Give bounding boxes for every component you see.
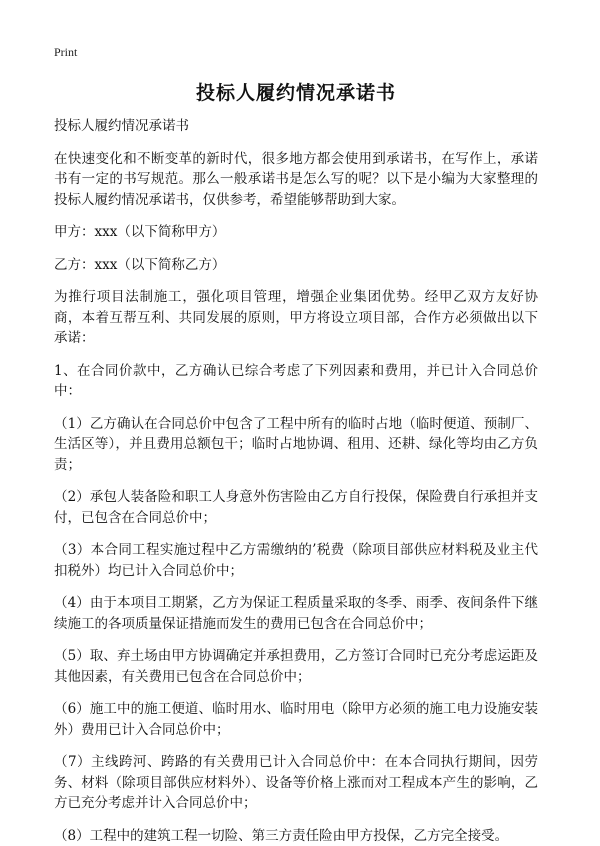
page-title: 投标人履约情况承诺书 (54, 80, 538, 106)
clause-1-item-8: （8）工程中的建筑工程一切险、第三方责任险由甲方投保，乙方完全接受。 (54, 826, 538, 846)
party-a-line: 甲方：xxx（以下简称甲方） (54, 222, 538, 243)
clause-1-item-1: （1）乙方确认在合同总价中包含了工程中所有的临时占地（临时便道、预制厂、生活区等），并且费用总额包干；临时占地协调、租用、还耕、绿化等均由乙方负责； (54, 414, 538, 476)
clause-1-item-4: （4）由于本项目工期紧，乙方为保证工程质量采取的冬季、雨季、夜间条件下继续施工的各项质量保证措施而发生的费用已包含在合同总价中； (54, 593, 538, 634)
clause-1-item-7: （7）主线跨河、跨路的有关费用已计入合同总价中：在本合同执行期间，因劳务、材料（除项目部供应材料外）、设备等价格上涨而对工程成本产生的影响，乙方已充分考虑并计入合同总价中； (54, 752, 538, 814)
print-link[interactable]: Print (54, 44, 538, 60)
clause-1-item-3: （3）本合同工程实施过程中乙方需缴纳的’税费（除项目部供应材料税及业主代扣税外）均已计入合同总价中； (54, 540, 538, 581)
clause-1: 1、在合同价款中，乙方确认已综合考虑了下列因素和费用，并已计入合同总价中： (54, 361, 538, 402)
clause-1-item-6: （6）施工中的施工便道、临时用水、临时用电（除甲方必须的施工电力设施安装外）费用已计入合同总价中； (54, 699, 538, 740)
document-subtitle: 投标人履约情况承诺书 (54, 116, 538, 137)
intro-paragraph: 在快速变化和不断变革的新时代，很多地方都会使用到承诺书，在写作上，承诺书有一定的书写规范。那么一般承诺书是怎么写的呢？以下是小编为大家整理的投标人履约情况承诺书，仅供参考，希望能够帮助到大家。 (54, 149, 538, 211)
clause-1-item-5: （5）取、弃土场由甲方协调确定并承担费用，乙方签订合同时已充分考虑运距及其他因素，有关费用已包含在合同总价中； (54, 646, 538, 687)
clause-1-item-2: （2）承包人装备险和职工人身意外伤害险由乙方自行投保，保险费自行承担并支付，已包含在合同总价中； (54, 487, 538, 528)
party-b-line: 乙方：xxx（以下简称乙方） (54, 255, 538, 276)
preamble-paragraph: 为推行项目法制施工，强化项目管理，增强企业集团优势。经甲乙双方友好协商，本着互帮互利、共同发展的原则，甲方将设立项目部，合作方必须做出以下承诺： (54, 287, 538, 349)
